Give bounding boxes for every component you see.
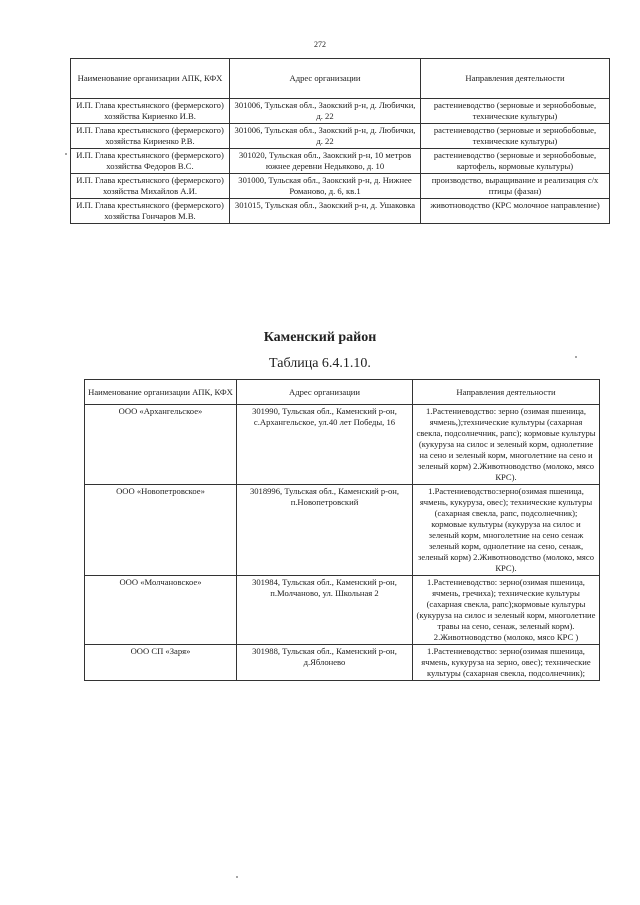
- table-row: [85, 405, 600, 485]
- cell-activity: 1.Растениеводство:зерно(озимая пшеница, ячмень, кукуруза, овес); технические культуры (сахарная свекла, рапс, подсолнечник); кормовые культуры (кукуруза на силос и зеленый корм, многолетние на сено сенаж зеленый корм, однолетние на сено, сенаж, зеленый корм) 2.Животноводство (молоко, мясо КРС).: [413, 485, 600, 576]
- cell-organization: ООО «Архангельское»: [85, 405, 237, 485]
- cell-address: 3018996, Тульская обл., Каменский р-он, п.Новопетровский: [237, 485, 413, 576]
- cell-organization: И.П. Глава крестьянского (фермерского) хозяйства Гончаров М.В.: [71, 199, 230, 224]
- cell-address: 301990, Тульская обл., Каменский р-он, с.Архангельское, ул.40 лет Победы, 16: [237, 405, 413, 485]
- cell-organization: И.П. Глава крестьянского (фермерского) хозяйства Кириенко И.В.: [71, 99, 230, 124]
- table-row: [85, 576, 600, 645]
- cell-activity: 1.Растениеводство: зерно(озимая пшеница, ячмень, гречиха); технические культуры (сахарная свекла, рапс);кормовые культуры (кукуруза на силос и зеленый корм, многолетние травы на сено, сенаж, зеленый корм). 2.Животноводство (молоко, мясо КРС ): [413, 576, 600, 645]
- cell-activity: производство, выращивание и реализация с/х птицы (фазан): [421, 174, 610, 199]
- header-organization: Наименование организации АПК, КФХ: [71, 59, 230, 99]
- cell-organization: ООО «Молчановское»: [85, 576, 237, 645]
- table-row: [85, 485, 600, 576]
- page-number: 272: [314, 40, 326, 49]
- cell-address: 301006, Тульская обл., Заокский р-н, д. Любички, д. 22: [230, 99, 421, 124]
- cell-activity: растениеводство (зерновые и зернобобовые, технические культуры): [421, 124, 610, 149]
- cell-organization: И.П. Глава крестьянского (фермерского) хозяйства Кириенко Р.В.: [71, 124, 230, 149]
- cell-activity: животноводство (КРС молочное направление): [421, 199, 610, 224]
- section-heading: Каменский район: [263, 330, 377, 345]
- cell-address: 301984, Тульская обл., Каменский р-он, п.Молчаново, ул. Школьная 2: [237, 576, 413, 645]
- header-organization: Наименование организации АПК, КФХ: [85, 380, 237, 405]
- cell-address: 301000, Тульская обл., Заокский р-н, д. Нижнее Романово, д. 6, кв.1: [230, 174, 421, 199]
- table-row: [71, 199, 610, 224]
- cell-activity: 1.Растениеводство: зерно (озимая пшеница, ячмень,);технические культуры (сахарная свекла, подсолнечник, рапс); кормовые культуры (кукуруза на силос и зеленый корм, однолетние на сено и зеленый корм, многолетние на сено и зеленый корм) 2.Животноводство (молоко, мясо КРС).: [413, 405, 600, 485]
- scan-speck: [575, 356, 577, 358]
- table-row: [85, 645, 600, 681]
- cell-activity: растениеводство (зерновые и зернобобовые, технические культуры): [421, 99, 610, 124]
- cell-organization: И.П. Глава крестьянского (фермерского) хозяйства Федоров В.С.: [71, 149, 230, 174]
- cell-activity: растениеводство (зерновые и зернобобовые, картофель, кормовые культуры): [421, 149, 610, 174]
- cell-organization: ООО «Новопетровское»: [85, 485, 237, 576]
- scan-speck: [236, 876, 238, 878]
- cell-activity: 1.Растениеводство: зерно(озимая пшеница, ячмень, кукуруза на зерно, овес); технические культуры (сахарная свекла, подсолнечник);: [413, 645, 600, 681]
- scan-speck: [65, 153, 67, 155]
- cell-address: 301015, Тульская обл., Заокский р-н, д. Ушаковка: [230, 199, 421, 224]
- table-row: [71, 174, 610, 199]
- table-header-row: [85, 380, 600, 405]
- table-row: [71, 124, 610, 149]
- table-caption: Таблица 6.4.1.10.: [269, 356, 371, 371]
- cell-address: 301020, Тульская обл., Заокский р-н, 10 метров южнее деревни Недьяково, д. 10: [230, 149, 421, 174]
- organizations-table-zaoksky: [70, 58, 610, 224]
- cell-address: 301988, Тульская обл., Каменский р-он, д.Яблонево: [237, 645, 413, 681]
- header-activity: Направления деятельности: [421, 59, 610, 99]
- header-activity: Направления деятельности: [413, 380, 600, 405]
- organizations-table-kamensky: [84, 379, 600, 681]
- table-row: [71, 99, 610, 124]
- cell-organization: ООО СП «Заря»: [85, 645, 237, 681]
- header-address: Адрес организации: [237, 380, 413, 405]
- table-row: [71, 149, 610, 174]
- table-header-row: [71, 59, 610, 99]
- header-address: Адрес организации: [230, 59, 421, 99]
- cell-organization: И.П. Глава крестьянского (фермерского) хозяйства Михайлов А.И.: [71, 174, 230, 199]
- cell-address: 301006, Тульская обл., Заокский р-н, д. Любички, д. 22: [230, 124, 421, 149]
